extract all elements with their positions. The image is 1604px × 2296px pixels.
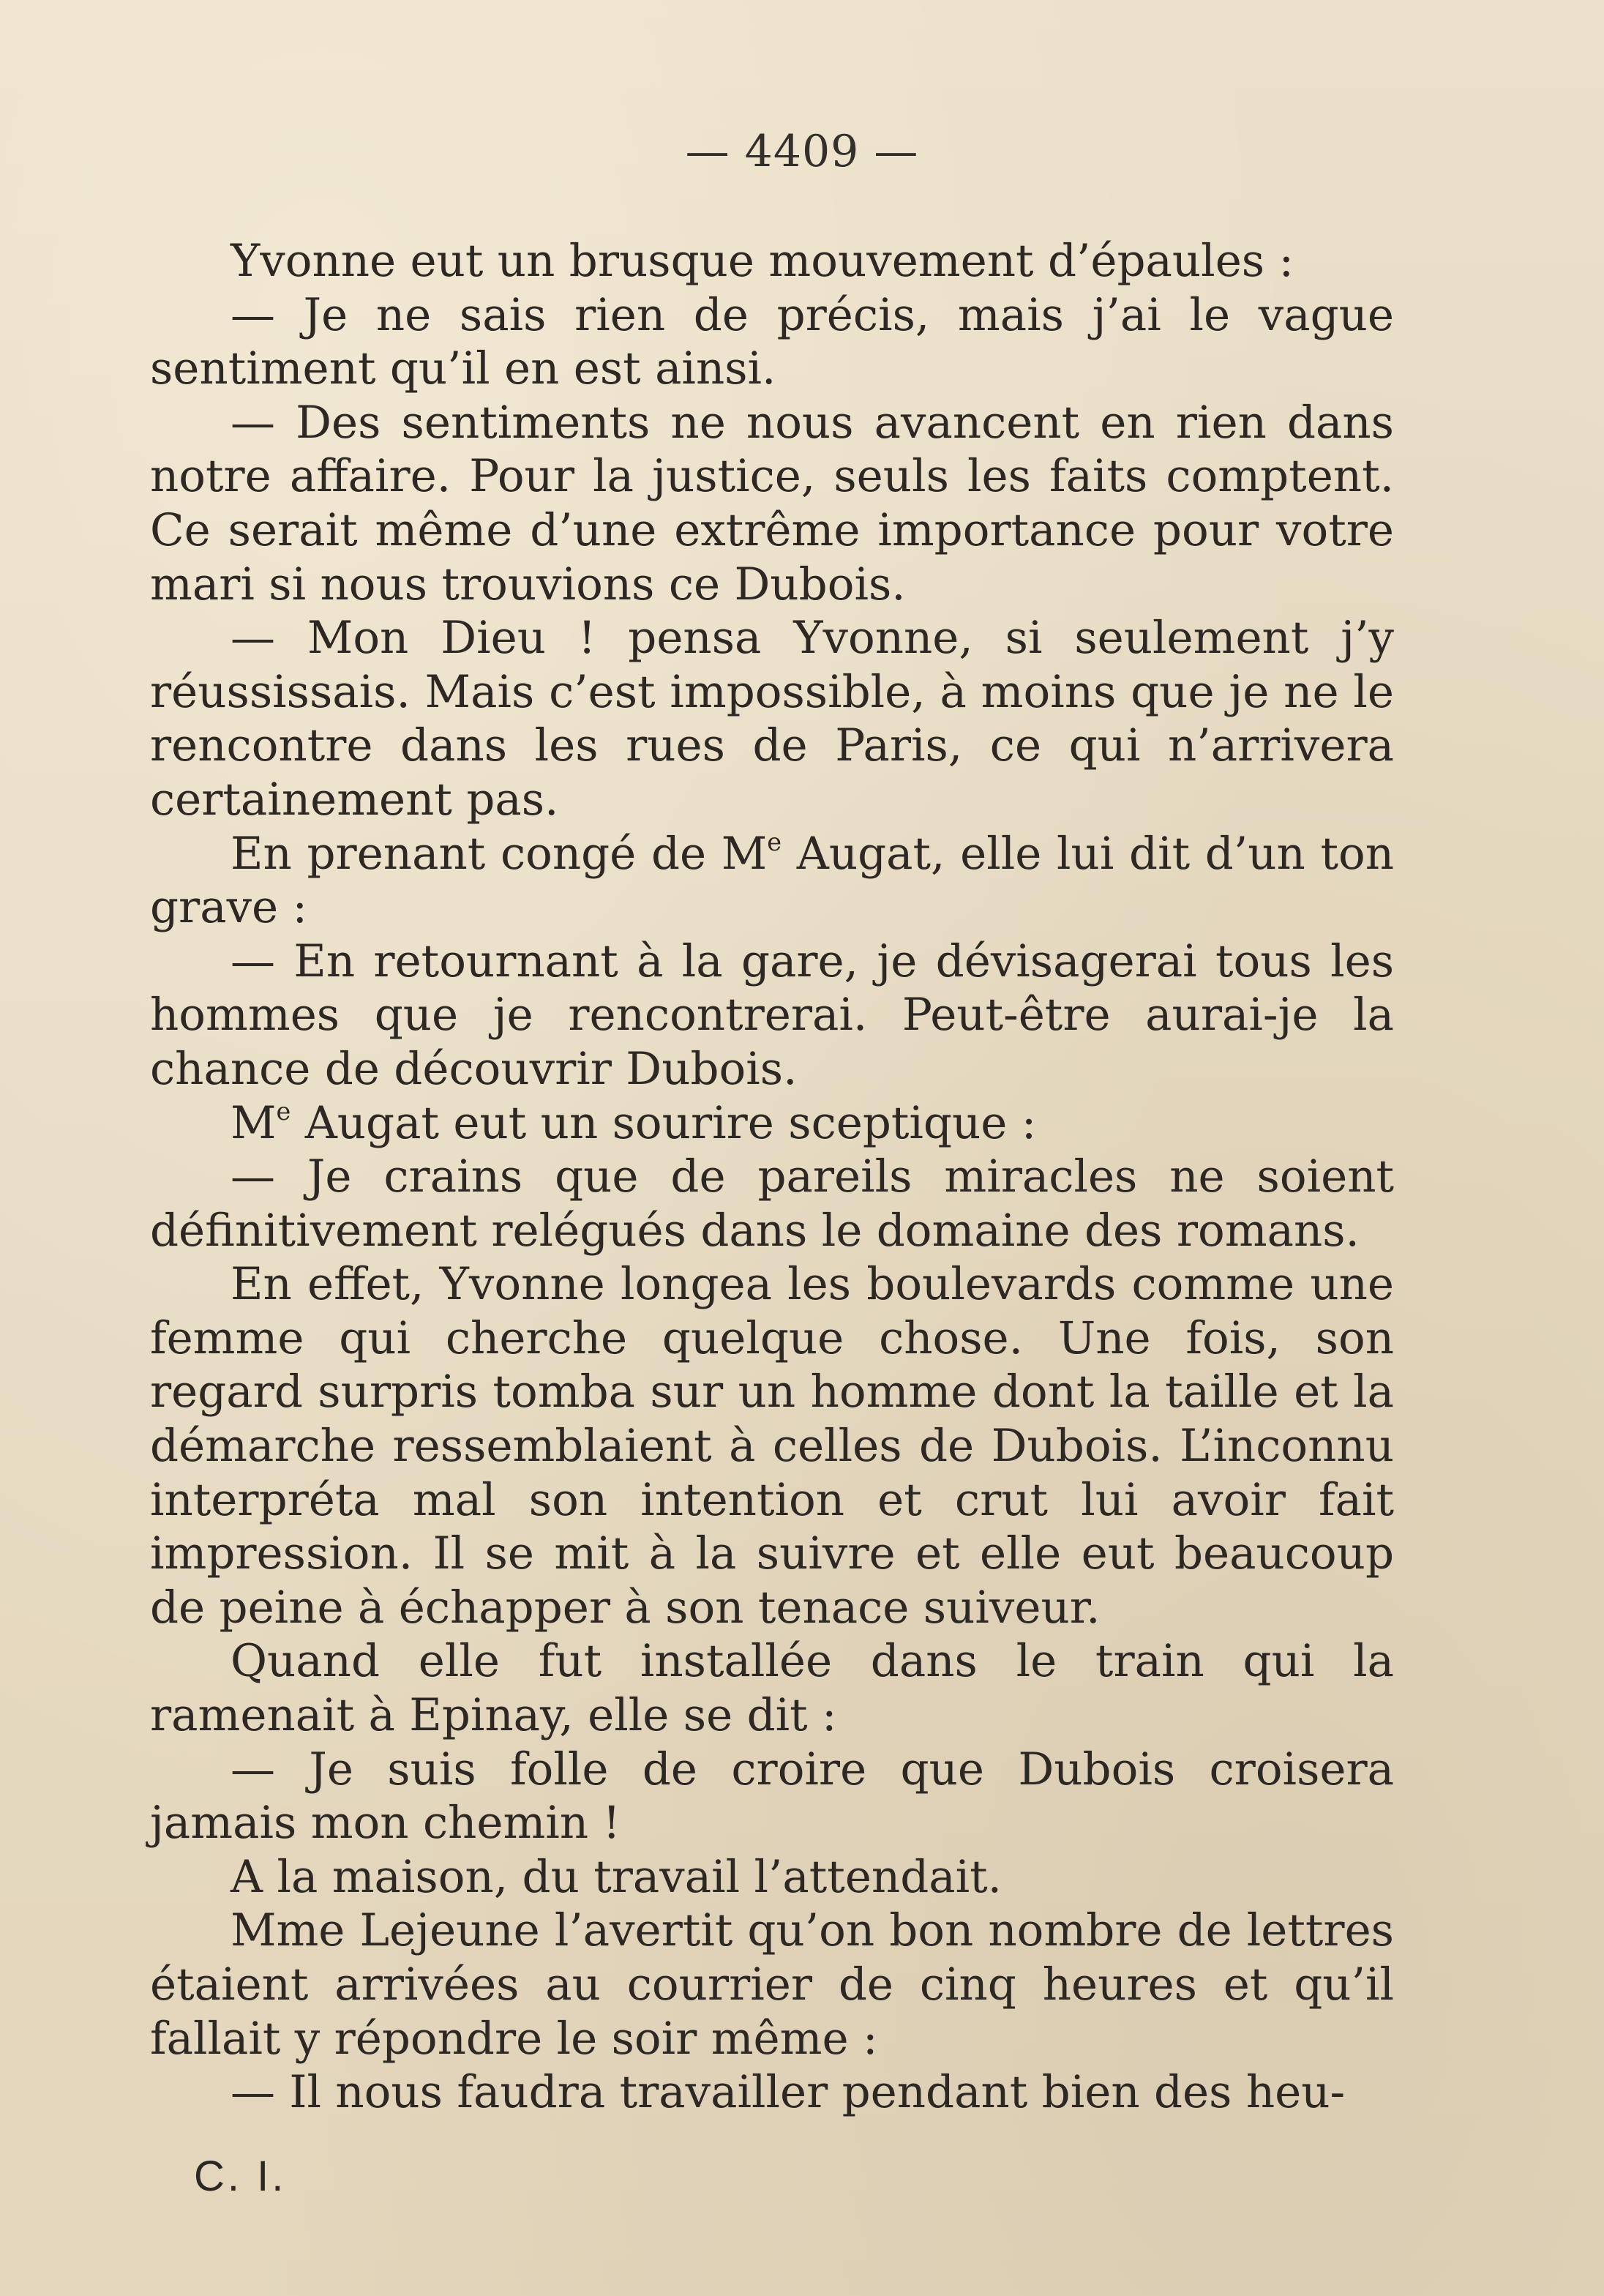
paragraph: A la maison, du travail l’attendait.	[231, 1850, 1002, 1903]
paragraph: En effet, Yvonne longea les boulevards comme une femme qui cherche quelque chose. Une fois, son regard surpris tomba sur un homme dont la taille et la démarche ressemblaient à celles de Dubois. L’inconnu interpréta mal son intention et crut lui avoir fait impression. Il se mit à la suivre et elle eut beaucoup de peine à échapper à son tenace suiveur.	[150, 1258, 1394, 1634]
paragraph: Quand elle fut installée dans le train qui la ramenait à Epinay, elle se dit :	[150, 1635, 1394, 1742]
body-text	[150, 234, 1394, 2120]
text-run: Augat eut un sourire sceptique :	[291, 1096, 1037, 1149]
text-run: M	[231, 1096, 277, 1149]
superscript: e	[767, 827, 782, 856]
paragraph: — En retournant à la gare, je dévisagerai tous les hommes que je rencontrerai. Peut-être aurai-je la chance de découvrir Dubois.	[150, 935, 1394, 1095]
paragraph	[150, 1096, 1394, 1151]
paragraph: — Je suis folle de croire que Dubois croisera jamais mon chemin !	[150, 1743, 1394, 1850]
paragraph: — Des sentiments ne nous avancent en rien dans notre affaire. Pour la justice, seuls les faits comptent. Ce serait même d’une extrême importance pour votre mari si nous trouvions ce Dubois.	[150, 396, 1394, 610]
paragraph: — Je ne sais rien de précis, mais j’ai le vague sentiment qu’il en est ainsi.	[150, 288, 1394, 395]
page-number: — 4409 —	[685, 126, 919, 177]
superscript: e	[276, 1096, 291, 1126]
paragraph: — Mon Dieu ! pensa Yvonne, si seulement j’y réussissais. Mais c’est impossible, à moins que je ne le rencontre dans les rues de Paris, ce qui n’arrivera certainement pas.	[150, 612, 1394, 826]
paragraph: Mme Lejeune l’avertit qu’on bon nombre de lettres étaient arrivées au courrier de cinq heures et qu’il fallait y répondre le soir même :	[150, 1904, 1394, 2065]
paragraph: — Je crains que de pareils miracles ne soient définitivement relégués dans le domaine des romans.	[150, 1151, 1394, 1257]
paragraph	[150, 827, 1394, 935]
signature-mark: C. I.	[194, 2153, 287, 2200]
paragraph: — Il nous faudra travailler pendant bien des heu-	[231, 2066, 1346, 2119]
text-run: Augat, elle lui dit d’un ton grave :	[150, 827, 1394, 934]
text-run: En prenant congé de M	[231, 827, 768, 880]
paragraph: Yvonne eut un brusque mouvement d’épaules :	[231, 235, 1294, 287]
